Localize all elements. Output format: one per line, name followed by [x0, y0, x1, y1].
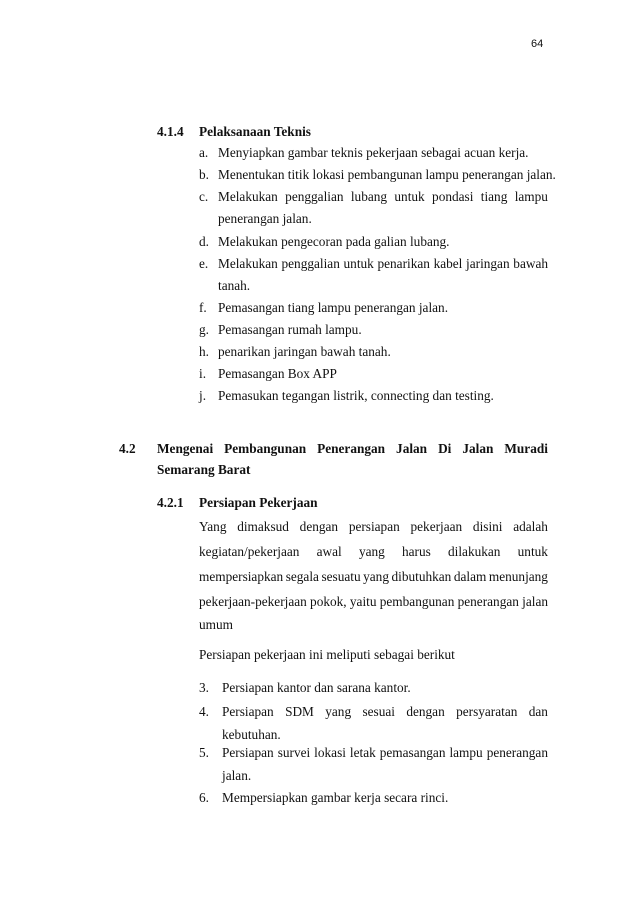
list-marker: f. — [199, 300, 207, 315]
subsection-number: 4.1.4 — [157, 124, 184, 139]
list-marker: 3. — [199, 680, 209, 695]
list-marker: h. — [199, 344, 209, 359]
word: dan — [528, 704, 548, 719]
list-marker: a. — [199, 145, 209, 160]
paragraph-line-last: umum — [199, 617, 233, 632]
word: Mengenai — [157, 441, 214, 456]
list-item-continuation: tanah. — [218, 278, 251, 293]
word: pemasangan — [379, 745, 446, 760]
word: yang — [363, 569, 389, 584]
list-marker: e. — [199, 256, 209, 271]
word: dilakukan — [448, 544, 501, 559]
word: lokasi — [314, 745, 346, 760]
word: dimaksud — [237, 519, 289, 534]
section-title-line — [157, 441, 548, 457]
word: Di — [438, 441, 452, 456]
list-item-text: Pemasangan Box APP — [218, 366, 337, 381]
word: persyaratan — [456, 704, 518, 719]
word: adalah — [513, 519, 548, 534]
paragraph-line — [199, 519, 548, 535]
word: persiapan — [348, 519, 400, 534]
subsection-title: Pelaksanaan Teknis — [199, 124, 311, 139]
list-marker: d. — [199, 234, 209, 249]
word: lampu — [514, 189, 548, 204]
word: disini — [472, 519, 503, 534]
list-item-line — [218, 256, 548, 272]
word: harus — [402, 544, 431, 559]
word: Persiapan — [222, 745, 274, 760]
word: penarikan — [377, 256, 430, 271]
list-item-continuation: penerangan jalan. — [218, 211, 312, 226]
word: pokok, — [310, 594, 347, 609]
word: penggalian — [281, 256, 340, 271]
word: letak — [349, 745, 376, 760]
word: kegiatan/pekerjaan — [199, 544, 300, 559]
word: SDM — [285, 704, 314, 719]
word: Penerangan — [317, 441, 386, 456]
section-number: 4.2 — [119, 441, 136, 456]
list-marker: 4. — [199, 704, 209, 719]
word: lubang — [350, 189, 388, 204]
word: dalam — [453, 569, 487, 584]
list-marker: c. — [199, 189, 209, 204]
word: mempersiapkan — [199, 569, 284, 584]
word: awal — [316, 544, 342, 559]
list-item-text: Pemasukan tegangan listrik, connecting dan testing. — [218, 388, 494, 403]
list-item-text: Menyiapkan gambar teknis pekerjaan sebagai acuan kerja. — [218, 145, 529, 160]
word: bawah — [513, 256, 548, 271]
word: Melakukan — [218, 256, 278, 271]
word: kabel — [433, 256, 463, 271]
paragraph-line — [199, 569, 548, 585]
subsection-title: Persiapan Pekerjaan — [199, 495, 318, 510]
word: lampu — [449, 745, 483, 760]
list-item-text: Mempersiapkan gambar kerja secara rinci. — [222, 790, 449, 805]
subsection-number: 4.2.1 — [157, 495, 184, 510]
word: pekerjaan-pekerjaan — [199, 594, 307, 609]
word: pembangunan — [379, 594, 455, 609]
list-item-line — [218, 189, 548, 205]
list-item-line — [222, 745, 548, 761]
list-marker: j. — [199, 388, 207, 403]
word: dengan — [299, 519, 339, 534]
paragraph-line — [199, 594, 548, 610]
list-item-text: Pemasangan tiang lampu penerangan jalan. — [218, 300, 449, 315]
list-item-text: penarikan jaringan bawah tanah. — [218, 344, 391, 359]
list-marker: 5. — [199, 745, 209, 760]
word: pekerjaan — [410, 519, 463, 534]
word: Pembangunan — [224, 441, 307, 456]
word: Yang — [199, 519, 227, 534]
page-number: 64 — [531, 38, 544, 50]
list-marker: g. — [199, 322, 209, 337]
word: dengan — [406, 704, 445, 719]
list-intro: Persiapan pekerjaan ini meliputi sebagai berikut — [199, 647, 455, 662]
list-item-line — [222, 704, 548, 720]
word: pondasi — [432, 189, 474, 204]
list-marker: 6. — [199, 790, 209, 805]
word: penggalian — [285, 189, 344, 204]
word: penerangan — [486, 745, 548, 760]
word: sesuai — [362, 704, 395, 719]
section-title-line2: Semarang Barat — [157, 462, 251, 477]
list-item-text: Pemasangan rumah lampu. — [218, 322, 362, 337]
word: yang — [325, 704, 352, 719]
word: Muradi — [504, 441, 548, 456]
word: Persiapan — [222, 704, 274, 719]
list-item-continuation: jalan. — [222, 768, 252, 783]
list-marker: b. — [199, 167, 209, 182]
list-item-text: Persiapan kantor dan sarana kantor. — [222, 680, 411, 695]
word: penerangan — [457, 594, 519, 609]
word: segala — [285, 569, 319, 584]
word: tiang — [480, 189, 508, 204]
list-marker: i. — [199, 366, 207, 381]
word: Melakukan — [218, 189, 278, 204]
word: Jalan — [462, 441, 494, 456]
word: untuk — [343, 256, 374, 271]
word: survei — [277, 745, 311, 760]
word: yaitu — [349, 594, 377, 609]
list-item-continuation: kebutuhan. — [222, 727, 281, 742]
word: jaringan — [466, 256, 510, 271]
list-item-text: Menentukan titik lokasi pembangunan lampu penerangan jalan. — [218, 167, 556, 182]
list-item-text: Melakukan pengecoran pada galian lubang. — [218, 234, 450, 249]
word: dibutuhkan — [391, 569, 452, 584]
paragraph-line — [199, 544, 548, 560]
word: sesuatu — [321, 569, 361, 584]
word: jalan — [522, 594, 548, 609]
word: Jalan — [396, 441, 428, 456]
word: menunjang — [488, 569, 548, 584]
word: yang — [358, 544, 385, 559]
word: untuk — [394, 189, 425, 204]
word: untuk — [517, 544, 548, 559]
